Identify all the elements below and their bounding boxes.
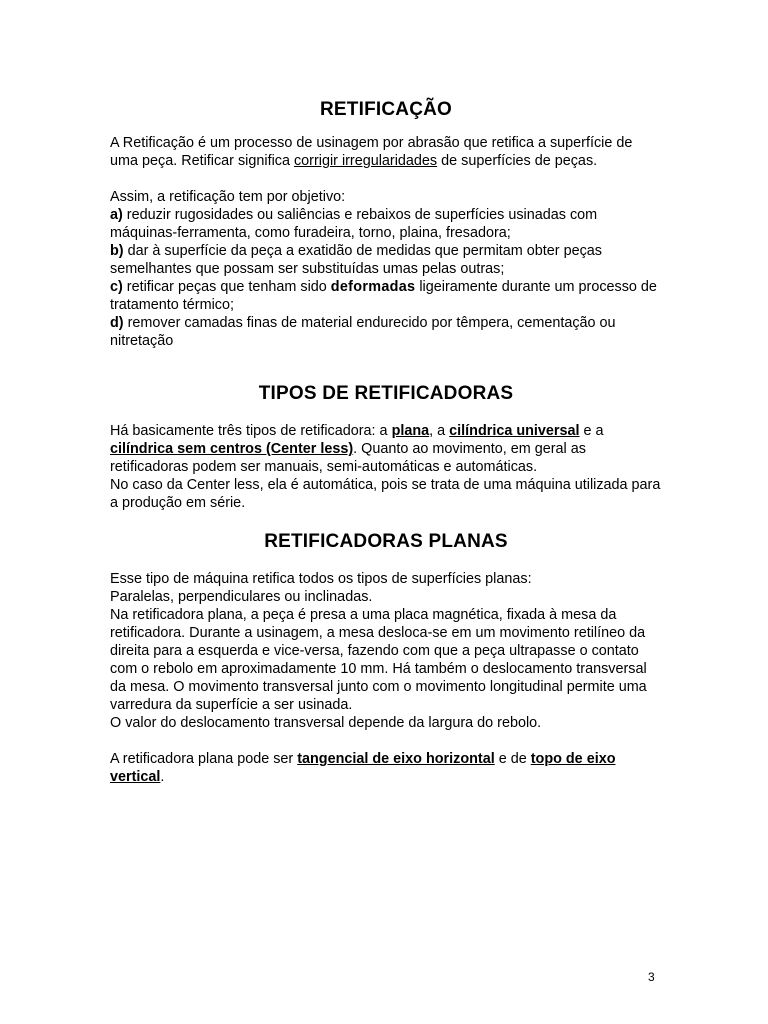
planas-last-text-c: . (160, 769, 165, 785)
tipos-text-a: Há basicamente três tipos de retificadora: a (110, 423, 392, 439)
tipos-paragraph-2: No caso da Center less, ela é automática, pois se trata de uma máquina utilizada para a produção em série. (110, 477, 661, 511)
title-retificacao: RETIFICAÇÃO (319, 99, 453, 120)
item-letter: a) (110, 207, 123, 223)
term-center-less: cilíndrica sem centros (Center less) (110, 441, 354, 457)
planas-line-4: O valor do deslocamento transversal depende da largura do rebolo. (110, 715, 542, 731)
tipos-text-d: . Quanto ao movimento, em geral as retificadoras podem ser manuais, semi-automáticas e automáticas. (110, 441, 586, 475)
page-content (110, 96, 662, 786)
item-letter: b) (110, 243, 124, 259)
item-bold-word: deformadas (330, 279, 416, 295)
item-text: remover camadas finas de material endurecido por têmpera, cementação ou nitretação (110, 315, 616, 349)
blank-line (110, 732, 662, 750)
objective-item-c (110, 278, 662, 314)
tipos-text-c: e a (579, 423, 604, 439)
page-number: 3 (648, 970, 655, 984)
title-tipos: TIPOS DE RETIFICADORAS (258, 383, 514, 404)
term-cilindrica-universal: cilíndrica universal (449, 423, 580, 439)
item-letter: d) (110, 315, 124, 331)
intro-underlined-phrase: corrigir irregularidades (293, 153, 438, 169)
planas-last-paragraph (110, 750, 662, 786)
term-topo: topo de eixo vertical (110, 751, 616, 785)
tipos-text-b: , a (429, 423, 450, 439)
objective-item-d (110, 314, 662, 350)
objective-intro: Assim, a retificação tem por objetivo: (110, 189, 346, 205)
item-text: reduzir rugosidades ou saliências e rebaixos de superfícies usinadas com máquinas-ferramenta, como furadeira, torno, plaina, fresadora; (110, 207, 598, 241)
item-text-a: retificar peças que tenham sido (122, 279, 331, 295)
term-plana: plana (391, 423, 430, 439)
objective-item-a (110, 206, 662, 242)
intro-text-a: A Retificação é um processo de usinagem por abrasão que retifica a superfície de uma peça. Retificar significa (110, 135, 633, 169)
objective-item-b (110, 242, 662, 278)
intro-text-b: de superfícies de peças. (437, 153, 598, 169)
intro-paragraph (110, 134, 662, 170)
planas-line-2: Paralelas, perpendiculares ou inclinadas. (110, 589, 373, 605)
planas-line-3: Na retificadora plana, a peça é presa a uma placa magnética, fixada à mesa da retificadora. Durante a usinagem, a mesa desloca-se em um movimento retilíneo da direita para a esquerda e vice-versa, fazendo com que a peça ultrapasse o contato com o rebolo em aproximadamente 10 mm. Há também o deslocamento transversal da mesa. O movimento transversal junto com o movimento longitudinal permite uma varredura da superfície a ser usinada. (110, 607, 647, 713)
planas-line-1: Esse tipo de máquina retifica todos os tipos de superfícies planas: (110, 571, 532, 587)
term-tangencial: tangencial de eixo horizontal (297, 751, 495, 767)
planas-last-text-a: A retificadora plana pode ser (110, 751, 298, 767)
item-text-b: ligeiramente durante um processo de tratamento térmico; (110, 279, 657, 313)
tipos-paragraph-1 (110, 422, 662, 476)
title-planas: RETIFICADORAS PLANAS (264, 531, 508, 552)
item-letter: c) (110, 279, 123, 295)
blank-line (110, 170, 662, 188)
planas-last-text-b: e de (494, 751, 531, 767)
item-text: dar à superfície da peça a exatidão de medidas que permitam obter peças semelhantes que possam ser substituídas umas pelas outras; (110, 243, 602, 277)
